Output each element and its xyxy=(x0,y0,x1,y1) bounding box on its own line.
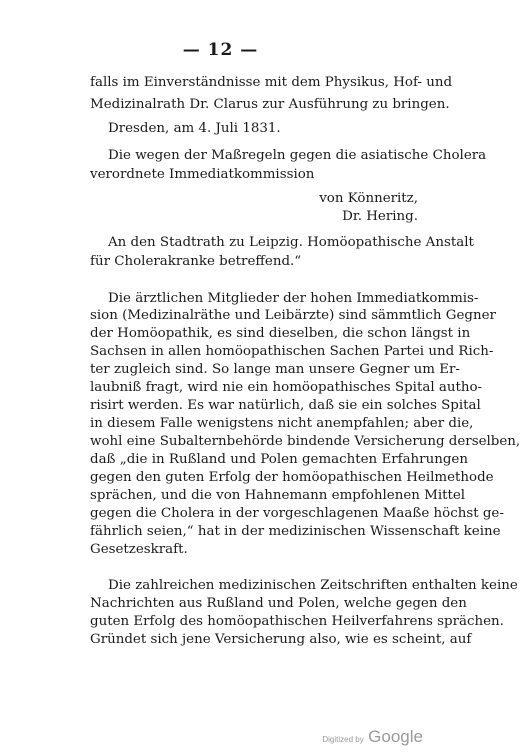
paragraph-line: fährlich seien,“ hat in der medizinischen Wissenschaft keine xyxy=(90,524,501,539)
google-logo: Google xyxy=(368,727,423,746)
watermark-prefix: Digitized by xyxy=(322,735,364,744)
paragraph-line: Nachrichten aus Rußland und Polen, welche gegen den xyxy=(90,596,467,611)
paragraph-line: ter zugleich sind. So lange man unsere Gegner um Er- xyxy=(90,362,460,377)
paragraph-line: Die zahlreichen medizinischen Zeitschriften enthalten keine xyxy=(108,578,518,593)
page-number: — 12 — xyxy=(182,40,259,60)
paragraph-line: wohl eine Subalternbehörde bindende Versicherung derselben, xyxy=(90,434,520,449)
paragraph-line: laubniß fragt, wird nie ein homöopathisches Spital autho- xyxy=(90,380,483,395)
paragraph-line: in diesem Falle wenigstens nicht anempfahlen; aber die, xyxy=(90,416,474,431)
text-line: für Cholerakranke betreffend.“ xyxy=(90,254,302,269)
text-line: Die wegen der Maßregeln gegen die asiatische Cholera xyxy=(108,148,487,163)
paragraph-line: gegen den guten Erfolg der homöopathischen Heilmethode xyxy=(90,470,494,485)
text-line: An den Stadtrath zu Leipzig. Homöopathische Anstalt xyxy=(108,235,474,250)
paragraph-line: Die ärztlichen Mitglieder der hohen Immediatkommis- xyxy=(108,291,479,306)
place-date-line: Dresden, am 4. Juli 1831. xyxy=(108,121,281,136)
paragraph-line: Sachsen in allen homöopathischen Sachen Partei und Rich- xyxy=(90,344,494,359)
paragraph-line: sion (Medizinalräthe und Leibärzte) sind sämmtlich Gegner xyxy=(90,308,496,323)
paragraph-line: Gründet sich jene Versicherung also, wie es scheint, auf xyxy=(90,632,472,647)
signature-line: Dr. Hering. xyxy=(342,209,418,224)
paragraph-line: sprächen, und die von Hahnemann empfohlenen Mittel xyxy=(90,488,466,503)
paragraph-line: guten Erfolg des homöopathischen Heilverfahrens sprächen. xyxy=(90,614,504,629)
signature-line: von Könneritz, xyxy=(319,191,418,206)
paragraph-line: risirt werden. Es war natürlich, daß sie ein solches Spital xyxy=(90,398,481,413)
text-line: Medizinalrath Dr. Clarus zur Ausführung zu bringen. xyxy=(90,97,450,112)
paragraph-line: gegen die Cholera in der vorgeschlagenen Maaße höchst ge- xyxy=(90,506,504,521)
text-line: falls im Einverständnisse mit dem Physikus, Hof- und xyxy=(90,75,453,90)
paragraph-line: der Homöopathik, es sind dieselben, die schon längst in xyxy=(90,326,471,341)
paragraph-line: Gesetzeskraft. xyxy=(90,542,188,557)
text-line: verordnete Immediatkommission xyxy=(90,167,315,182)
google-watermark xyxy=(322,727,423,747)
paragraph-line: daß „die in Rußland und Polen gemachten Erfahrungen xyxy=(90,452,468,467)
